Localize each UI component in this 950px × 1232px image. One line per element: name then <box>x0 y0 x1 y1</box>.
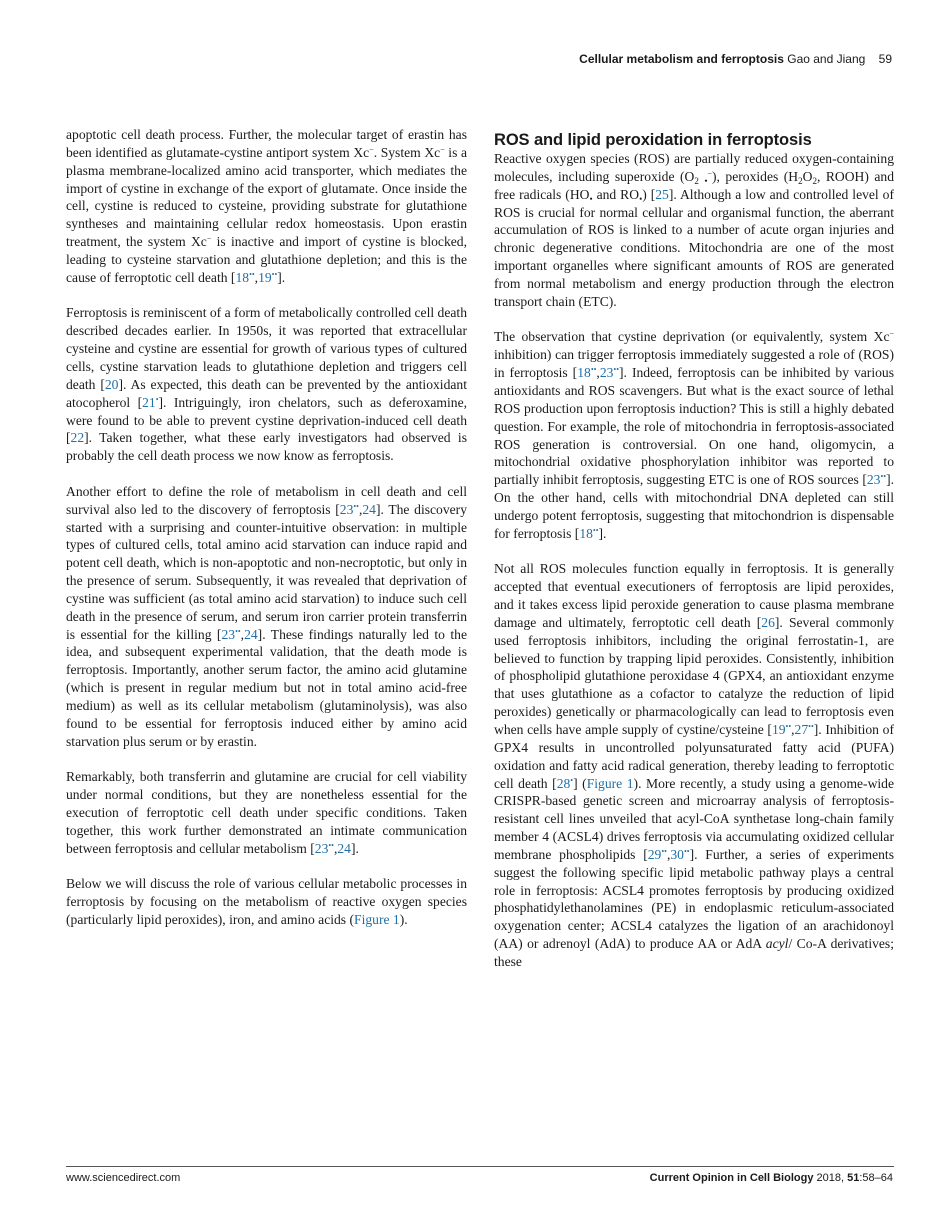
paragraph-text: ]. On the other hand, cells with mitochondrial DNA depleted can still undergo potent ferroptosis, suggesting that mitochondrion is dispensable for ferroptosis [ <box>494 472 894 541</box>
citation-link[interactable] <box>337 841 351 856</box>
paragraph <box>494 150 894 311</box>
running-title: Cellular metabolism and ferroptosis <box>579 52 784 66</box>
paragraph-text: Another effort to define the role of metabolism in cell death and cell survival also led to the discovery of ferroptosis [ <box>66 483 467 517</box>
paragraph-text: The observation that cystine deprivation (or equivalently, system Xc <box>494 329 890 345</box>
subscript: 2 <box>798 175 803 186</box>
running-authors: Gao and Jiang <box>787 52 866 66</box>
footer-citation <box>650 1172 893 1184</box>
figure-link[interactable]: Figure 1 <box>586 775 634 791</box>
citation-link[interactable] <box>557 776 573 791</box>
citation-importance-mark: • <box>570 775 574 785</box>
paragraph-text: ). <box>399 912 408 928</box>
citation-importance-mark: •• <box>353 501 359 511</box>
citation-link[interactable] <box>795 722 814 737</box>
citation-importance-mark: •• <box>590 365 597 375</box>
citation-link[interactable] <box>579 526 598 541</box>
citation-number[interactable]: 21 <box>142 394 156 410</box>
italic-text: acyl <box>765 936 789 952</box>
footer-pages: :58–64 <box>859 1172 893 1184</box>
paragraph-text: ]. Further, a series of experiments suggest the following specific lipid metabolic pathway plays a central role in ferroptosis: ACSL4 promotes ferroptosis by producing oxidized phosphatidylethanolamines (PE) in endoplasmic reticulum-associated oxygenation center; ACSL4 catalyzes the ligation of an arachidonoyl (AA) or adrenoyl (AdA) to produce AA or AdA <box>494 846 894 952</box>
citation-number[interactable]: 30 <box>670 846 684 862</box>
paragraph-text: Ferroptosis is reminiscent of a form of metabolically controlled cell death described decades earlier. In 1950s, it was reported that extracellular cysteine and cystine are essential for growth of various types of cultured cells, cystine starvation leads to glutathione depletion and triggers cell death [ <box>66 305 467 392</box>
citation-link[interactable] <box>600 365 619 380</box>
paragraph-text: ). More recently, a study using a genome-wide CRISPR-based genetic screen and microarray analysis of ferroptosis-resistant cell lines unveiled that acyl-CoA synthetase long-chain family member 4 (ACSL4) drives ferroptosis via accumulating oxidized cellular membrane phospholipids [ <box>494 775 895 862</box>
citation-link[interactable] <box>235 270 254 285</box>
paragraph-text: Not all ROS molecules function equally in ferroptosis. It is generally accepted that eventual executioners of ferroptosis are lipid peroxides, and it takes excess lipid peroxide generation to cause plasma membrane damage and ultimately, ferroptotic cell death [ <box>494 561 894 630</box>
paragraph-text: / Co-A derivatives; these <box>494 936 894 969</box>
paragraph-text: ]. Although a low and controlled level of ROS is crucial for normal cellular and organismal function, the aberrant accumulation of ROS is linked to a number of acute organ injuries and chronic degenerative conditions. Mitochondria are one of the most important organelles where significant amounts of ROS are generated from normal metabolism and energy production through the electron transport chain (ETC). <box>494 186 894 309</box>
citation-importance-mark: •• <box>785 722 792 731</box>
paragraph-text: O <box>802 168 813 184</box>
footer-volume: 51 <box>847 1172 860 1184</box>
paragraph-text: , <box>358 501 363 517</box>
citation-importance-mark: •• <box>683 846 690 856</box>
right-column <box>494 126 894 989</box>
citation-number[interactable]: 23 <box>599 365 614 381</box>
paragraph-text: ]. <box>350 840 359 856</box>
paragraph-text: ]. Inhibition of GPX4 results in uncontrolled polyunsaturated fatty acid (PUFA) oxidation and fatty acid radical generation, thereby leading to ferroptotic cell death [ <box>494 722 894 791</box>
paragraph-text: , <box>666 846 671 862</box>
citation-importance-mark: •• <box>808 722 814 731</box>
citation-link[interactable] <box>71 430 85 445</box>
running-header <box>579 52 892 66</box>
citation-link[interactable] <box>142 395 158 410</box>
subscript: • <box>704 175 708 186</box>
paragraph-text: , <box>333 840 338 856</box>
citation-number[interactable]: 23 <box>314 840 329 856</box>
paragraph-text: Below we will discuss the role of various cellular metabolic processes in ferroptosis by focusing on the metabolism of reactive oxygen species (particularly lipid peroxides), iron, and amino acids ( <box>66 876 467 928</box>
paragraph-text: ]. <box>598 525 607 541</box>
superscript: − <box>707 168 712 178</box>
paragraph-text: ]. Several commonly used ferroptosis inhibitors, including the original ferrostatin-1, are believed to function by trapping lipid peroxides. Consistently, inhibition of phospholipid glutathione peroxidase 4 (GPX4, an antioxidant enzyme that uses glutathione as a cofactor to catalyze the reduction of lipid peroxides) genetically or pharmacologically can lead to ferroptosis even when cells have ample supply of cystine/cysteine [ <box>494 614 894 737</box>
superscript: − <box>889 329 894 339</box>
citation-number[interactable]: 18 <box>235 269 250 285</box>
citation-number[interactable]: 19 <box>771 722 786 737</box>
footer-year: 2018, <box>816 1172 845 1184</box>
citation-link[interactable] <box>867 472 886 487</box>
citation-importance-mark: •• <box>235 626 241 636</box>
superscript: − <box>206 234 212 244</box>
paragraph <box>66 875 467 929</box>
citation-importance-mark: •• <box>249 269 255 279</box>
citation-importance-mark: •• <box>661 846 667 856</box>
citation-link[interactable] <box>315 841 334 856</box>
citation-link[interactable] <box>244 627 258 642</box>
citation-link[interactable] <box>362 502 376 517</box>
citation-number[interactable]: 23 <box>221 626 236 642</box>
citation-link[interactable] <box>105 377 119 392</box>
citation-link[interactable] <box>221 627 240 642</box>
paragraph-text: , <box>240 626 245 642</box>
paragraph <box>66 126 467 287</box>
paragraph <box>66 304 467 465</box>
citation-importance-mark: •• <box>592 525 599 535</box>
footer-divider <box>66 1166 894 1167</box>
citation-number[interactable]: 26 <box>761 614 775 630</box>
citation-link[interactable] <box>577 365 596 380</box>
paragraph-text: ]. As expected, this death can be prevented by the antioxidant atocopherol [ <box>66 376 467 410</box>
paragraph-text: is a plasma membrane-localized amino acid transporter, which mediates the import of cystine in exchange of the export of glutamate. Once inside the cell, cystine is reduced to cysteine, providing substrate for glutathione syntheses and maintaining cellular redox homeostasis. Upon erastin treatment, the system Xc <box>66 144 467 250</box>
citation-importance-mark: •• <box>271 269 278 279</box>
citation-number[interactable]: 23 <box>866 472 881 488</box>
paragraph-text: ]. These findings naturally led to the idea, and subsequent experimental validation, that the death mode is ferroptosis. Importantly, another serum factor, the amino acid glutamine (which is present in regular medium but not in total amino acid-free medium) as well as its cellular metabolism (glutaminolysis), was also found to be essential for ferroptosis induced either by amino acid starvation plus serum or by erastin. <box>66 626 467 749</box>
subscript: • <box>639 193 643 204</box>
citation-link[interactable] <box>670 847 689 862</box>
citation-number[interactable]: 20 <box>104 376 119 392</box>
paragraph-text: , ROOH) and free radicals (HO <box>494 168 894 202</box>
citation-number[interactable]: 18 <box>579 525 593 541</box>
paragraph <box>494 328 894 542</box>
footer-journal: Current Opinion in Cell Biology <box>649 1172 814 1184</box>
right-column-body <box>494 150 894 971</box>
paragraph-text: is inactive and import of cystine is blocked, leading to cysteine starvation and glutathione depletion; and this is the cause of ferroptotic cell death [ <box>66 234 467 285</box>
citation-link[interactable] <box>761 615 775 630</box>
citation-link[interactable] <box>648 847 667 862</box>
citation-number[interactable]: 25 <box>655 186 669 202</box>
citation-number[interactable]: 24 <box>362 501 376 517</box>
paragraph-text: , <box>596 365 600 381</box>
page-number: 59 <box>878 52 892 66</box>
paragraph-text: Remarkably, both transferrin and glutamine are crucial for cell viability under normal conditions, but they are nonetheless essential for the execution of ferroptotic cell death under specific conditions. Taken together, this work further demonstrated an intimate communication between ferroptosis and cellular metabolism [ <box>66 769 467 856</box>
citation-importance-mark: •• <box>328 840 334 850</box>
subscript: • <box>589 193 593 204</box>
section-heading: ROS and lipid peroxidation in ferroptosis <box>494 131 812 149</box>
paragraph-text: and RO <box>592 186 640 202</box>
paragraph-text: Reactive oxygen species (ROS) are partially reduced oxygen-containing molecules, including superoxide (O <box>494 151 894 184</box>
citation-importance-mark: •• <box>880 472 887 482</box>
paragraph-text: ]. <box>277 269 286 285</box>
paragraph-text: ] ( <box>573 775 587 791</box>
citation-number[interactable]: 29 <box>647 846 662 862</box>
paragraph-text: ]. The discovery started with a surprising and counter-intuitive observation: in multiple types of cultured cells, total amino acid starvation can induce rapid and potent cell death, which is non-apoptotic and non-necroptotic, but only in the presence of serum. Subsequently, it was revealed that deprivation of cystine was sufficient (as total amino acid starvation) to induce such cell death in the presence of serum, and serum iron carrier protein transferrin is essential for the killing [ <box>66 501 467 642</box>
citation-link[interactable] <box>772 722 791 737</box>
paragraph-text: ]. Indeed, ferroptosis can be inhibited by various antioxidants and ROS scavengers. But what is the exact source of lethal ROS production upon ferroptosis induction? This is still a highly debated question. For example, the role of mitochondria in ferroptosis-associated ROS generation is controversial. On one hand, oligomycin, a mitochondrial oxidative phosphorylation inhibitor was reported to partially inhibit ferroptosis, suggesting ETC is one of ROS sources [ <box>494 365 894 488</box>
paragraph-text: , <box>791 722 795 737</box>
paragraph-text: apoptotic cell death process. Further, the molecular target of erastin has been identified as glutamate-cystine antiport system Xc <box>66 127 467 160</box>
citation-link[interactable] <box>655 187 669 202</box>
paragraph-text: ]. Taken together, what these early investigators had observed is probably the cell death process we now know as ferroptosis. <box>66 430 467 464</box>
citation-link[interactable] <box>258 270 277 285</box>
left-column <box>66 126 467 947</box>
citation-number[interactable]: 23 <box>339 501 354 517</box>
subscript: 2 <box>694 175 699 186</box>
citation-number[interactable]: 18 <box>577 365 591 381</box>
citation-number[interactable]: 24 <box>337 840 351 856</box>
citation-number[interactable]: 22 <box>70 430 85 446</box>
paragraph-text: inhibition) can trigger ferroptosis immediately suggested a role of (ROS) in ferroptosis [ <box>494 347 894 381</box>
citation-importance-mark: •• <box>613 365 620 375</box>
paragraph <box>494 560 894 970</box>
paragraph-text: , <box>254 269 259 285</box>
paragraph-text: ) [ <box>642 186 656 202</box>
citation-number[interactable]: 19 <box>258 269 272 285</box>
footer-website-link[interactable]: www.sciencedirect.com <box>66 1172 181 1184</box>
subscript: 2 <box>812 175 817 186</box>
citation-importance-mark: • <box>155 394 159 404</box>
citation-number[interactable]: 24 <box>244 626 258 642</box>
superscript: − <box>369 144 374 154</box>
paragraph <box>66 483 467 751</box>
citation-link[interactable] <box>340 502 359 517</box>
paragraph <box>66 768 467 857</box>
superscript: − <box>440 144 445 154</box>
citation-number[interactable]: 28 <box>556 775 571 791</box>
paragraph-text: ]. Intriguingly, iron chelators, such as deferoxamine, were found to be able to prevent cystine deprivation-induced cell death [ <box>66 394 467 446</box>
figure-link[interactable]: Figure 1 <box>354 912 400 928</box>
paragraph-text: ), peroxides (H <box>712 168 799 184</box>
citation-number[interactable]: 27 <box>794 722 809 737</box>
paragraph-text: . System Xc <box>373 144 441 160</box>
